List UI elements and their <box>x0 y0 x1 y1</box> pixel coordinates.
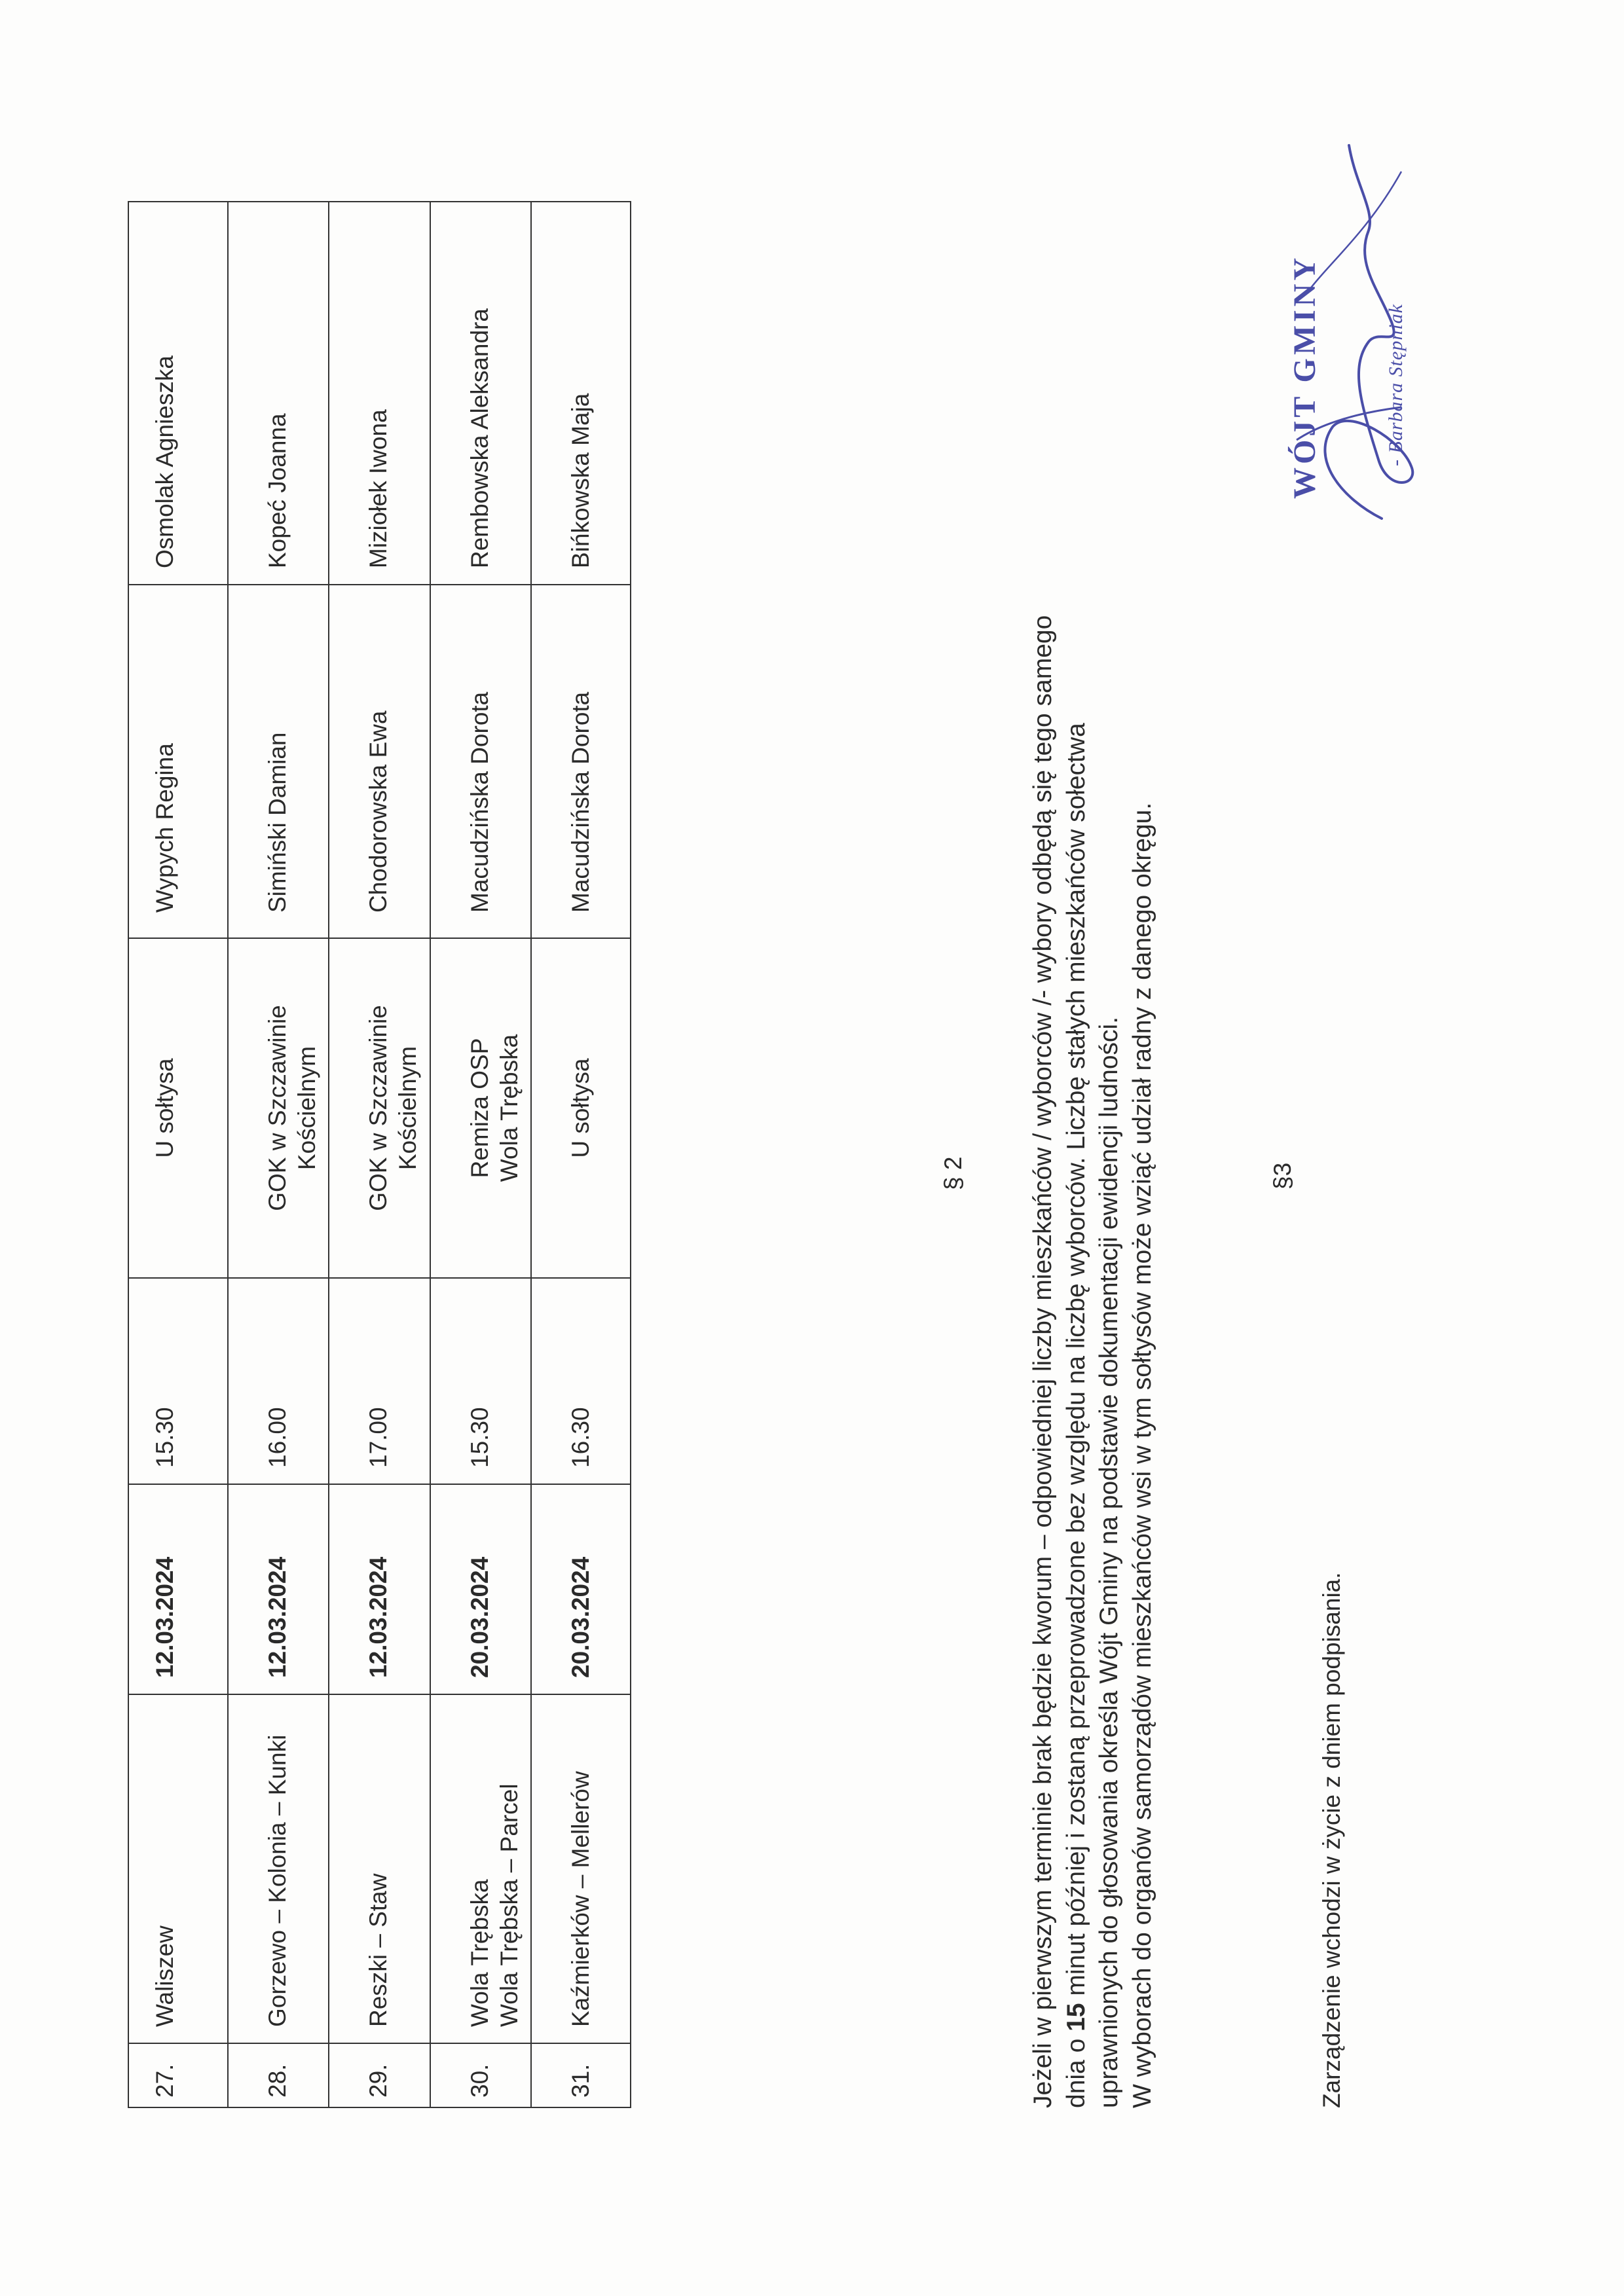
meeting-place <box>228 938 329 1278</box>
row-number <box>128 2043 228 2107</box>
chairperson-line: Macudzińska Dorota <box>566 691 594 913</box>
village-name-line: Gorzewo – Kolonia – Kunki <box>264 1734 291 2027</box>
responsible-person-line: Osmolak Agnieszka <box>151 355 178 568</box>
row-number <box>430 2043 531 2107</box>
meeting-date-line: 12.03.2024 <box>264 1556 291 1678</box>
row-number-line: 31. <box>566 2064 594 2098</box>
responsible-person-line: Kopeć Joanna <box>264 413 291 568</box>
meeting-place <box>430 938 531 1278</box>
chairperson <box>228 585 329 938</box>
stamp-title: WÓJT GMINY <box>1287 254 1322 499</box>
meeting-time-line: 15.30 <box>466 1407 493 1468</box>
meeting-date-line: 12.03.2024 <box>151 1556 178 1678</box>
chairperson-line: Simiński Damian <box>264 732 291 913</box>
section-2-line-1: Jeżeli w pierwszym terminie brak będzie kworum – odpowiedniej liczby mieszkańców / wyborców /- wybory odbędą się tego samego <box>1029 615 1057 2108</box>
table-row <box>128 202 228 2107</box>
chairperson-line: Chodorowska Ewa <box>365 710 392 913</box>
village-name-line: Kaźmierków – Mellerów <box>566 1771 594 2027</box>
meeting-place-line: U sołtysa <box>566 1058 594 1158</box>
meeting-date <box>228 1484 329 1694</box>
chairperson-line: Wypych Regina <box>151 743 178 913</box>
village-name <box>228 1694 329 2043</box>
row-number-line: 27. <box>151 2064 178 2098</box>
village-name <box>329 1694 430 2043</box>
village-name <box>531 1694 631 2043</box>
village-name-line: Wola Trębska <box>466 1879 493 2027</box>
meeting-time <box>329 1278 430 1484</box>
chairperson <box>531 585 631 938</box>
signature-icon <box>1270 132 1454 538</box>
meeting-time <box>430 1278 531 1484</box>
row-number <box>531 2043 631 2107</box>
meeting-date <box>531 1484 631 1694</box>
responsible-person-line: Miziołek Iwona <box>365 409 392 568</box>
meeting-time <box>531 1278 631 1484</box>
chairperson <box>329 585 430 938</box>
meeting-place-line: Wola Trębska <box>495 1034 523 1182</box>
meeting-date <box>128 1484 228 1694</box>
section-2-line-2-start: dnia o <box>1061 2031 1090 2108</box>
meeting-place-line: GOK w Szczawinie Kościelnym <box>365 1005 422 1211</box>
table-row <box>228 202 329 2107</box>
schedule-table <box>128 201 631 2108</box>
meeting-date-line: 20.03.2024 <box>466 1556 493 1678</box>
meeting-date <box>329 1484 430 1694</box>
responsible-person-line: Bińkowska Maja <box>566 393 594 568</box>
chairperson <box>430 585 531 938</box>
meeting-time <box>228 1278 329 1484</box>
village-name-line: Wola Trębska – Parcel <box>495 1783 523 2027</box>
table-row <box>430 202 531 2107</box>
meeting-place-line: Remiza OSP <box>466 1038 493 1178</box>
meeting-place-line: GOK w Szczawinie Kościelnym <box>264 1005 321 1211</box>
stamp-name: - Barbara Stępniak <box>1385 304 1407 466</box>
responsible-person <box>430 202 531 585</box>
official-stamp <box>1270 132 1454 538</box>
meeting-place <box>329 938 430 1278</box>
meeting-date-line: 20.03.2024 <box>566 1556 594 1678</box>
village-name <box>430 1694 531 2043</box>
responsible-person <box>531 202 631 585</box>
row-number <box>228 2043 329 2107</box>
section-2-line-4: W wyborach do organów samorządów mieszkańców wsi w tym sołtysów może wziąć udział radny z danego okręgu. <box>1128 802 1157 2108</box>
chairperson-line: Macudzińska Dorota <box>466 691 493 913</box>
meeting-place <box>128 938 228 1278</box>
section-2-text <box>1027 537 1160 2108</box>
section-3-text: Zarządzenie wchodzi w życie z dniem podpisania. <box>1318 1572 1345 2108</box>
responsible-person-line: Rembowska Aleksandra <box>466 308 493 568</box>
responsible-person <box>128 202 228 585</box>
chairperson <box>128 585 228 938</box>
village-name <box>128 1694 228 2043</box>
meeting-place-line: U sołtysa <box>151 1058 178 1158</box>
responsible-person <box>329 202 430 585</box>
table-row <box>531 202 631 2107</box>
meeting-time-line: 16.30 <box>566 1407 594 1468</box>
meeting-time-line: 16.00 <box>264 1407 291 1468</box>
meeting-time <box>128 1278 228 1484</box>
table-row <box>329 202 430 2107</box>
village-name-line: Reszki – Staw <box>365 1873 392 2027</box>
village-name-line: Waliszew <box>151 1925 178 2027</box>
section-2-line-2-end: minut później i zostaną przeprowadzone bez względu na liczbę wyborców. Liczbę stałych mieszkańców sołectwa <box>1061 723 1090 2003</box>
row-number-line: 28. <box>264 2064 291 2098</box>
row-number-line: 29. <box>365 2064 392 2098</box>
section-2-heading: § 2 <box>940 1156 967 1190</box>
minutes-value: 15 <box>1061 2003 1090 2032</box>
meeting-date-line: 12.03.2024 <box>365 1556 392 1678</box>
meeting-place <box>531 938 631 1278</box>
meeting-time-line: 15.30 <box>151 1407 178 1468</box>
section-2-line-2 <box>1060 537 1094 2108</box>
row-number <box>329 2043 430 2107</box>
row-number-line: 30. <box>466 2064 493 2098</box>
section-3-heading: §3 <box>1269 1162 1296 1190</box>
meeting-date <box>430 1484 531 1694</box>
section-2-line-3: uprawnionych do głosowania określa Wójt Gminy na podstawie dokumentacji ewidencji ludności. <box>1095 1016 1124 2108</box>
responsible-person <box>228 202 329 585</box>
meeting-time-line: 17.00 <box>365 1407 392 1468</box>
